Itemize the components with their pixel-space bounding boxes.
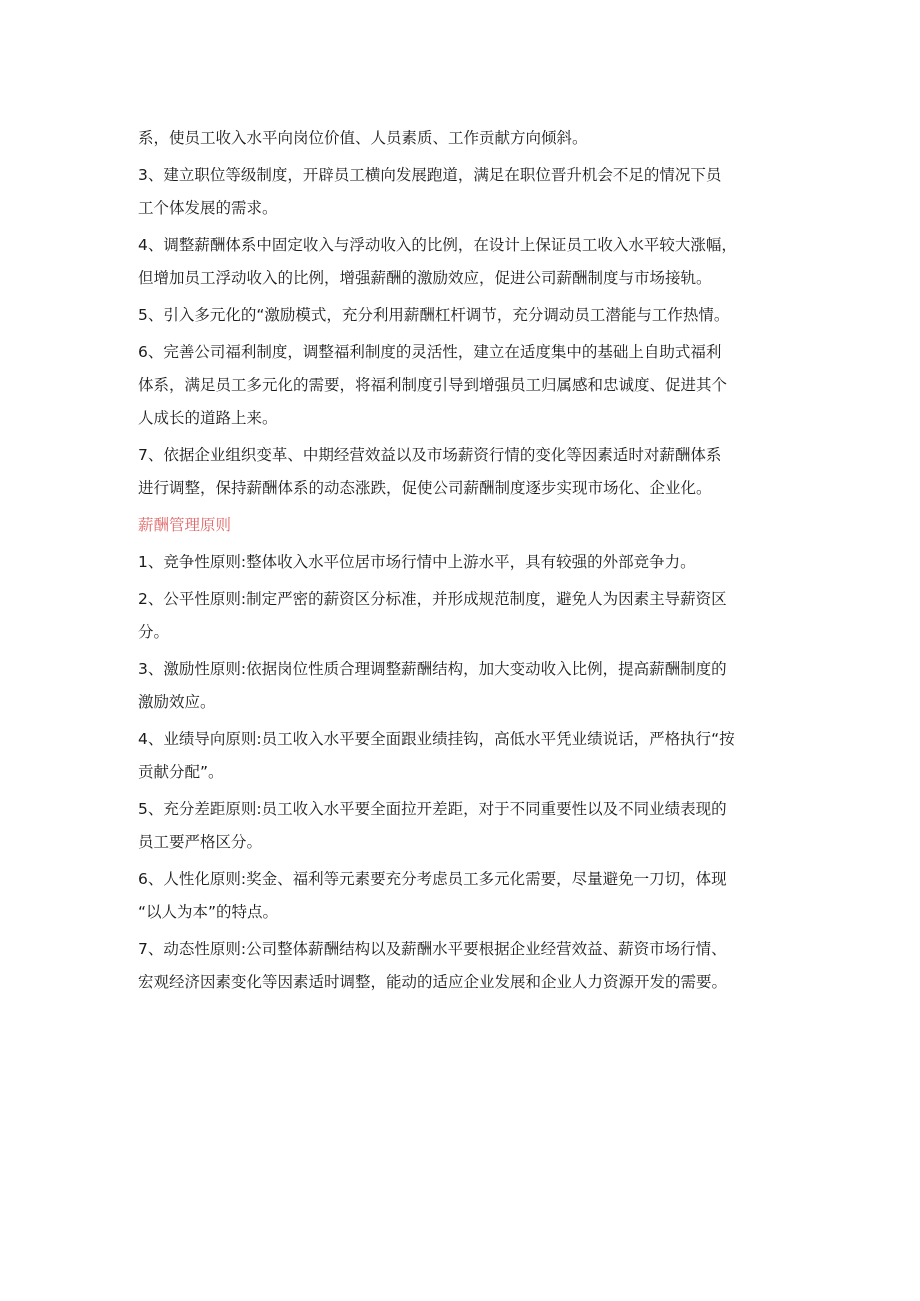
text-line: 2、公平性原则:制定严密的薪资区分标准，并形成规范制度，避免人为因素主导薪资区 bbox=[138, 590, 727, 608]
text-line: 员工要严格区分。 bbox=[138, 833, 263, 851]
text-line: 6、完善公司福利制度，调整福利制度的灵活性，建立在适度集中的基础上自助式福利 bbox=[138, 343, 722, 361]
text-line: 体系，满足员工多元化的需要，将福利制度引导到增强员工归属感和忠诚度、促进其个 bbox=[138, 376, 728, 394]
text-line: 但增加员工浮动收入的比例，增强薪酬的激励效应，促进公司薪酬制度与市场接轨。 bbox=[138, 269, 712, 287]
text-line: 7、依据企业组织变革、中期经营效益以及市场薪资行情的变化等因素适时对薪酬体系 bbox=[138, 446, 722, 464]
paragraph-principle-2 bbox=[138, 583, 798, 649]
text-line: 进行调整，保持薪酬体系的动态涨跌，促使公司薪酬制度逐步实现市场化、企业化。 bbox=[138, 479, 712, 497]
paragraph-principle-4 bbox=[138, 723, 798, 789]
text-line: 宏观经济因素变化等因素适时调整，能动的适应企业发展和企业人力资源开发的需要。 bbox=[138, 973, 728, 991]
text-line: 1、竞争性原则:整体收入水平位居市场行情中上游水平，具有较强的外部竞争力。 bbox=[138, 553, 696, 571]
paragraph-principle-5 bbox=[138, 793, 798, 859]
text-line: 3、建立职位等级制度，开辟员工横向发展跑道，满足在职位晋升机会不足的情况下员 bbox=[138, 166, 722, 184]
text-line: 工个体发展的需求。 bbox=[138, 199, 278, 217]
text-line: 5、引入多元化的“激励模式，充分利用薪酬杠杆调节，充分调动员工潜能与工作热情。 bbox=[138, 306, 730, 324]
text-line: 7、动态性原则:公司整体薪酬结构以及薪酬水平要根据企业经营效益、薪资市场行情、 bbox=[138, 940, 727, 958]
paragraph-principle-6 bbox=[138, 863, 798, 929]
text-line: 3、激励性原则:依据岗位性质合理调整薪酬结构，加大变动收入比例，提高薪酬制度的 bbox=[138, 660, 727, 678]
paragraph-principle-7 bbox=[138, 933, 798, 999]
paragraph-item-7-adjustment bbox=[138, 439, 798, 505]
paragraph-principle-3 bbox=[138, 653, 798, 719]
paragraph-item-5-incentive bbox=[138, 299, 798, 332]
text-line: 5、充分差距原则:员工收入水平要全面拉开差距，对于不同重要性以及不同业绩表现的 bbox=[138, 800, 727, 818]
text-line: 6、人性化原则:奖金、福利等元素要充分考虑员工多元化需要，尽量避免一刀切，体现 bbox=[138, 870, 727, 888]
paragraph-principle-1 bbox=[138, 546, 798, 579]
paragraph-item-3-grade-system bbox=[138, 159, 798, 225]
text-line: 激励效应。 bbox=[138, 693, 216, 711]
text-line: 分。 bbox=[138, 623, 170, 641]
text-line: 系，使员工收入水平向岗位价值、人员素质、工作贡献方向倾斜。 bbox=[138, 129, 588, 147]
paragraph-item-4-fixed-floating bbox=[138, 229, 798, 295]
text-line: 贡献分配”。 bbox=[138, 763, 224, 781]
document-page bbox=[138, 122, 798, 1003]
paragraph-item-6-welfare bbox=[138, 336, 798, 435]
paragraph-salary-tilt bbox=[138, 122, 798, 155]
text-line: 人成长的道路上来。 bbox=[138, 409, 278, 427]
text-line: 4、业绩导向原则:员工收入水平要全面跟业绩挂钩，高低水平凭业绩说话，严格执行“按 bbox=[138, 730, 735, 748]
text-line: 4、调整薪酬体系中固定收入与浮动收入的比例，在设计上保证员工收入水平较大涨幅， bbox=[138, 236, 737, 254]
text-line: “以人为本”的特点。 bbox=[138, 903, 279, 921]
section-heading-principles: 薪酬管理原则 bbox=[138, 516, 232, 534]
